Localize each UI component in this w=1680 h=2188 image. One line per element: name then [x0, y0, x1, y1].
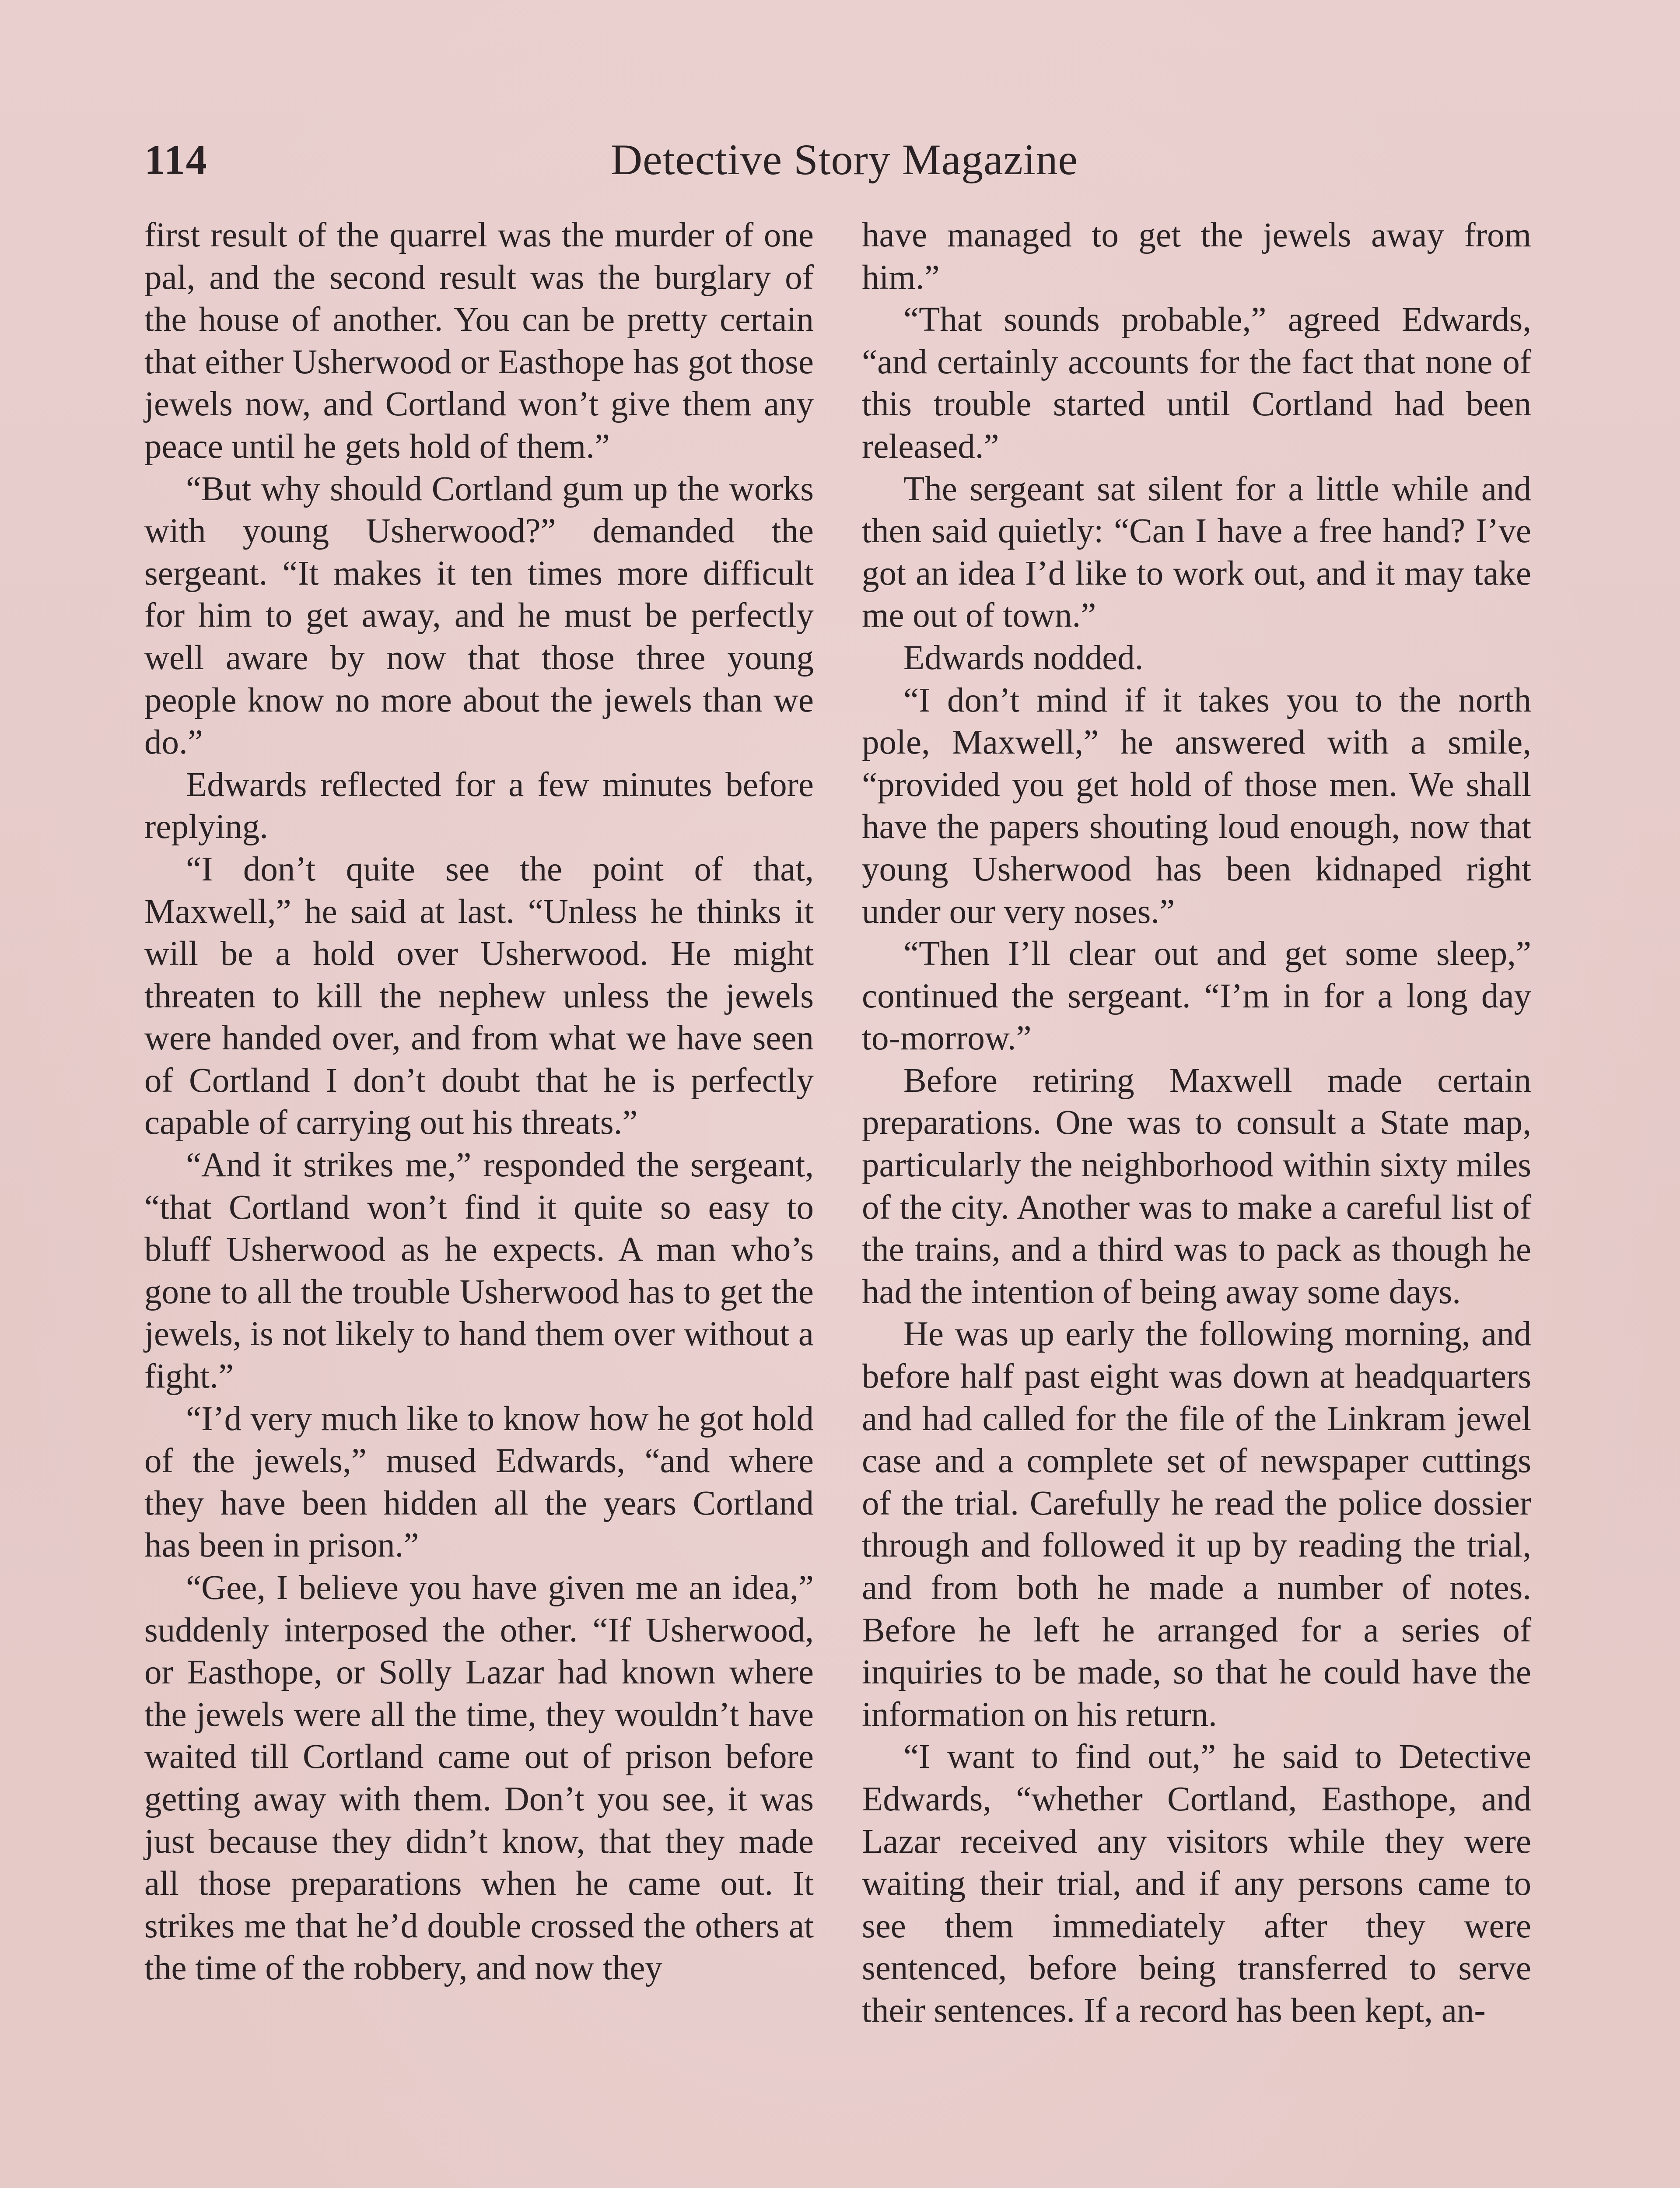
paragraph: “That sounds probable,” agreed Edwards, “and certainly accounts for the fact that none of this trouble started until Cortland had been released.” [862, 301, 1531, 466]
paragraph: “I want to find out,” he said to Detective Edwards, “whether Cortland, Easthope, and Lazar received any visitors while they were waiting their trial, and if any persons came to see them immediately after they were sentenced, before being transferred to serve their sentences. If a record has been kept, an- [862, 1738, 1531, 2030]
paragraph: “I’d very much like to know how he got hold of the jewels,” mused Edwards, “and where they have been hidden all the years Cortland has been in prison.” [144, 1399, 814, 1565]
running-head: Detective Story Magazine [610, 135, 1078, 184]
paragraph: “I don’t quite see the point of that, Maxwell,” he said at last. “Unless he thinks it will be a hold over Usherwood. He might threaten to kill the nephew unless the jewels were handed over, and from what we have seen of Cortland I don’t doubt that he is perfectly capable of carrying out his threats.” [144, 850, 814, 1142]
page-header [144, 127, 1544, 193]
paragraph: “Gee, I believe you have given me an idea,” suddenly interposed the other. “If Usherwood, or Easthope, or Solly Lazar had known where the jewels were all the time, they wouldn’t have waited till Cortland came out of prison before getting away with them. Don’t you see, it was just because they didn’t know, that they made all those preparations when he came out. It strikes me that he’d double crossed the others at the time of the robbery, and now they [144, 1569, 814, 1988]
paragraph: Edwards nodded. [903, 638, 1144, 677]
paragraph: first result of the quarrel was the murder of one pal, and the second result was the burglary of the house of another. You can be pretty certain that either Usherwood or Easthope has got those jewels now, and Cortland won’t give them any peace until he gets hold of them.” [144, 216, 814, 466]
paragraph: The sergeant sat silent for a little while and then said quietly: “Can I have a free hand? I’ve got an idea I’d like to work out, and it may take me out of town.” [862, 470, 1531, 635]
paragraph: Before retiring Maxwell made certain preparations. One was to consult a State map, particularly the neighborhood within sixty miles of the city. Another was to make a careful list of the trains, and a third was to pack as though he had the intention of being away some days. [862, 1061, 1531, 1311]
paragraph: have managed to get the jewels away from him.” [862, 216, 1531, 297]
paragraph: Edwards reflected for a few minutes before replying. [144, 765, 814, 846]
paragraph: “And it strikes me,” responded the sergeant, “that Cortland won’t find it quite so easy to bluff Usherwood as he expects. A man who’s gone to all the trouble Usherwood has to get the jewels, is not likely to hand them over without a fight.” [144, 1146, 814, 1396]
paragraph: “But why should Cortland gum up the works with young Usherwood?” demanded the sergeant. “It makes it ten times more difficult for him to get away, and he must be perfectly well aware by now that those three young people know no more about the jewels than we do.” [144, 470, 814, 762]
paragraph: “Then I’ll clear out and get some sleep,” continued the sergeant. “I’m in for a long day to-morrow.” [862, 935, 1531, 1058]
right-column [862, 214, 1531, 2032]
left-column [144, 214, 814, 1990]
page-number: 114 [144, 136, 208, 183]
paragraph: “I don’t mind if it takes you to the north pole, Maxwell,” he answered with a smile, “provided you get hold of those men. We shall have the papers shouting loud enough, now that young Usherwood has been kidnaped right under our very noses.” [862, 681, 1531, 931]
paragraph: He was up early the following morning, and before half past eight was down at headquarters and had called for the file of the Linkram jewel case and a complete set of newspaper cuttings of the trial. Carefully he read the police dossier through and followed it up by reading the trial, and from both he made a number of notes. Before he left he arranged for a series of inquiries to be made, so that he could have the information on his return. [862, 1315, 1531, 1734]
